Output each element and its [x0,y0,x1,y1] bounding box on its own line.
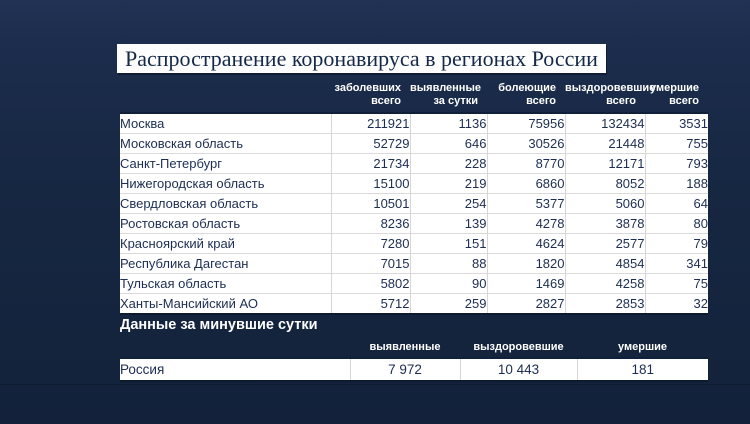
value-cell: 8770 [487,153,565,173]
region-cell: Тульская область [120,273,331,293]
column-header-recovered-total: выздоровевшие всего [565,82,656,107]
value-cell: 79 [645,233,708,253]
value-cell: 5712 [331,293,410,314]
value-cell: 5060 [565,193,645,213]
value-cell: 3878 [565,213,645,233]
value-cell: 52729 [331,133,410,153]
value-cell: 254 [410,193,487,213]
value-cell: 2853 [565,293,645,314]
table-row [120,173,708,193]
daily-table-header [120,341,708,358]
value-cell: 1136 [410,113,487,134]
region-cell: Санкт-Петербург [120,153,331,173]
region-cell: Московская область [120,133,331,153]
daily-table [120,341,708,382]
daily-value-cell: 7 972 [350,358,460,381]
value-cell: 90 [410,273,487,293]
value-cell: 2827 [487,293,565,314]
value-cell: 188 [645,173,708,193]
region-cell: Москва [120,113,331,134]
table-row [120,273,708,293]
value-cell: 259 [410,293,487,314]
value-cell: 6860 [487,173,565,193]
table-row [120,193,708,213]
value-cell: 646 [410,133,487,153]
value-cell: 755 [645,133,708,153]
region-cell: Республика Дагестан [120,253,331,273]
value-cell: 4258 [565,273,645,293]
region-cell: Красноярский край [120,233,331,253]
column-header-region [120,82,331,113]
bottom-divider [0,384,750,385]
value-cell: 3531 [645,113,708,134]
value-cell: 88 [410,253,487,273]
region-cell: Свердловская область [120,193,331,213]
value-cell: 4278 [487,213,565,233]
country-cell: Россия [120,358,350,381]
table-row [120,358,708,381]
value-cell: 7015 [331,253,410,273]
value-cell: 132434 [565,113,645,134]
value-cell: 30526 [487,133,565,153]
column-header-detected-daily: выявленные за сутки [410,82,481,107]
column-header-deaths-total: умершие всего [650,82,699,107]
value-cell: 8236 [331,213,410,233]
value-cell: 21448 [565,133,645,153]
value-cell: 5377 [487,193,565,213]
value-cell: 139 [410,213,487,233]
region-cell: Ростовская область [120,213,331,233]
value-cell: 219 [410,173,487,193]
value-cell: 341 [645,253,708,273]
value-cell: 793 [645,153,708,173]
daily-column-header-detected: выявленные [369,341,441,353]
regions-table-header [120,82,708,113]
value-cell: 2577 [565,233,645,253]
section-title-daily: Данные за минувшие сутки [120,317,318,333]
value-cell: 7280 [331,233,410,253]
daily-value-cell: 10 443 [460,358,577,381]
value-cell: 10501 [331,193,410,213]
page-title: Распространение коронавируса в регионах России [117,44,606,73]
value-cell: 32 [645,293,708,314]
daily-column-header-deaths: умершие [618,341,667,353]
value-cell: 4854 [565,253,645,273]
table-row [120,213,708,233]
value-cell: 228 [410,153,487,173]
table-row [120,233,708,253]
value-cell: 80 [645,213,708,233]
value-cell: 8052 [565,173,645,193]
table-row [120,113,708,134]
table-row [120,293,708,314]
value-cell: 5802 [331,273,410,293]
value-cell: 75 [645,273,708,293]
daily-column-header-recovered: выздоровевшие [473,341,564,353]
regions-table [120,82,708,315]
value-cell: 151 [410,233,487,253]
value-cell: 75956 [487,113,565,134]
value-cell: 12171 [565,153,645,173]
value-cell: 211921 [331,113,410,134]
column-header-infected-total: заболевших всего [334,82,401,107]
region-cell: Ханты-Мансийский АО [120,293,331,314]
region-cell: Нижегородская область [120,173,331,193]
table-row [120,133,708,153]
value-cell: 4624 [487,233,565,253]
table-row [120,253,708,273]
daily-column-header-country [120,341,350,358]
value-cell: 15100 [331,173,410,193]
table-row [120,153,708,173]
value-cell: 1469 [487,273,565,293]
daily-value-cell: 181 [577,358,708,381]
value-cell: 1820 [487,253,565,273]
value-cell: 64 [645,193,708,213]
value-cell: 21734 [331,153,410,173]
column-header-sick-total: болеющие всего [498,82,556,107]
